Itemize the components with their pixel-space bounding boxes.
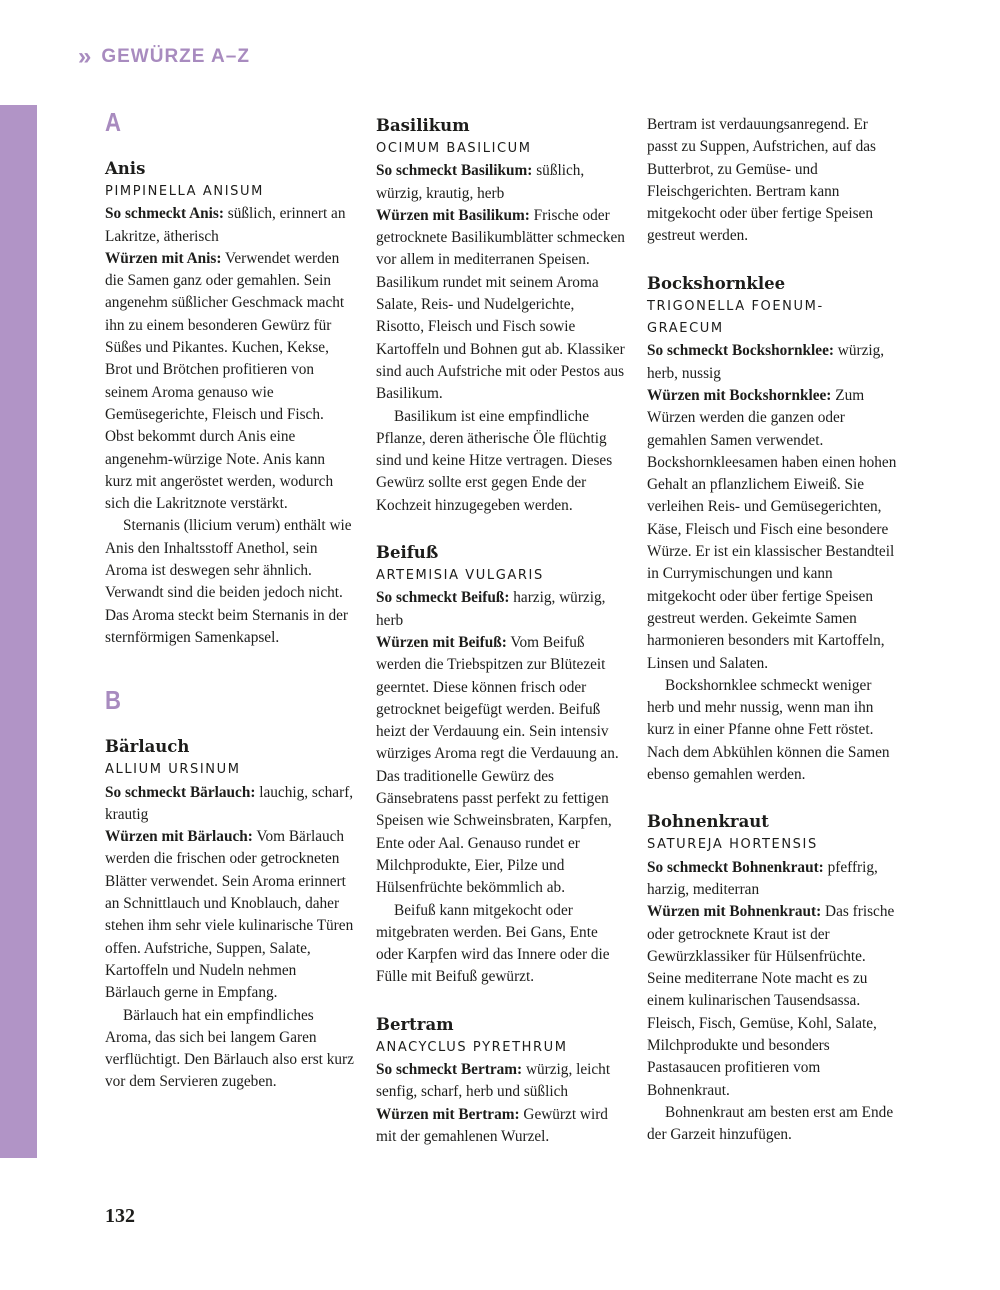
taste-text: würzig, leicht senfig, scharf, herb und süßlich	[376, 1060, 611, 1101]
column-1	[105, 105, 355, 1118]
use-text: Zum Würzen werden die ganzen oder gemahlen Samen verwendet. Bockshornkleesamen haben einen hohen Gehalt an pflanzlichem Eiweiß. Sie verleihen Reis- und Gemüsegerichten, Käse, Fleisch und Fisch eine besondere Würze. Er ist ein klassischer Bestandteil in Currymischungen und kann mitgekocht oder über fertige Speisen gestreut werden. Gekeimte Samen harmonieren besonders mit Kartoffeln, Linsen und Salaten.	[647, 386, 897, 672]
use-label: Würzen mit Bockshornklee:	[647, 386, 832, 404]
taste-label: So schmeckt Beifuß:	[376, 589, 510, 607]
use-line	[376, 205, 626, 406]
chevron-icon: »	[78, 43, 90, 70]
use-line	[647, 385, 897, 675]
letter-heading-b: B	[105, 685, 121, 716]
use-line	[376, 1104, 626, 1149]
taste-label: So schmeckt Anis:	[105, 205, 224, 223]
entry-beifuss	[376, 541, 626, 989]
column-2	[376, 114, 626, 1172]
entry-title: Bockshornklee	[647, 273, 786, 293]
taste-label: So schmeckt Bertram:	[376, 1060, 523, 1078]
page-number: 132	[105, 1205, 135, 1227]
latin-name: TRIGONELLA FOENUM-GRAECUM	[647, 298, 824, 337]
paragraph: Sternanis (llicium verum) enthält wie Anis den Inhaltsstoff Anethol, sein Aroma ist deswegen sehr ähnlich. Verwandt sind die beiden jedoch nicht. Das Aroma steckt beim Sternanis in der sternförmigen Samenkapsel.	[105, 517, 352, 646]
use-text: Verwendet werden die Samen ganz oder gemahlen. Sein angenehm süßlicher Geschmack macht ihn zu einem besonderen Gewürz für Süßes und Pikantes. Kuchen, Kekse, Brot und Brötchen profitieren von seinem Aroma genauso wie Gemüsegerichte, Fleisch und Fisch. Obst bekommt durch Anis eine angenehm-würzige Note. Anis kann kurz mit angeröstet werden, wodurch sich die Lakritznote verstärkt.	[105, 249, 345, 513]
taste-label: So schmeckt Bohnenkraut:	[647, 858, 824, 876]
latin-name: PIMPINELLA ANISUM	[105, 184, 264, 199]
latin-name: ANACYCLUS PYRETHRUM	[376, 1039, 568, 1055]
use-label: Würzen mit Basilikum:	[376, 206, 530, 224]
taste-line	[376, 1059, 626, 1104]
paragraph: Bockshornklee schmeckt weniger herb und mehr nussig, wenn man ihn kurz in einer Pfanne ohne Fett röstet. Nach dem Abkühlen können die Samen ebenso gemahlen werden.	[647, 676, 890, 784]
entry-basilikum	[376, 114, 626, 517]
taste-text: pfeffrig, harzig, mediterran	[647, 858, 878, 898]
use-line	[376, 632, 626, 900]
latin-name: ALLIUM URSINUM	[105, 762, 241, 778]
entry-anis	[105, 157, 355, 649]
taste-text: würzig, herb, nussig	[647, 342, 885, 382]
use-text: Vom Beifuß werden die Triebspitzen zur Blütezeit geerntet. Diese können frisch oder getrocknet beigefügt werden. Beifuß heizt der Verdauung ein. Sein intensiv würziges Aroma regt die Verdauung an. Das traditionelle Gewürz des Gänsebratens passt perfekt zu fettigen Speisen wie Schweinsbraten, Karpfen, Ente oder Aal. Genauso rundet er Milchprodukte, Eier, Pilze und Hülsenfrüchte bekömmlich ab.	[376, 633, 619, 897]
taste-text: harzig, würzig, herb	[376, 589, 606, 629]
entry-title: Beifuß	[376, 543, 439, 563]
taste-label: So schmeckt Basilikum:	[376, 162, 533, 180]
taste-text: lauchig, scharf, krautig	[105, 783, 354, 823]
entry-title: Basilikum	[376, 116, 470, 135]
column-3	[647, 114, 897, 1170]
letter-heading-a: A	[105, 107, 121, 137]
page-header	[78, 42, 250, 72]
use-line	[647, 901, 897, 1102]
entry-title: Anis	[105, 159, 146, 178]
use-text: Frische oder getrocknete Basilikumblätter schmecken vor allem in mediterranen Speisen. Basilikum rundet mit seinem Aroma Salate, Reis- und Nudelgerichte, Risotto, Fleisch und Fisch sowie Kartoffeln und Bohnen gut ab. Klassiker sind auch Aufstriche mit oder Pestos aus Basilikum.	[376, 206, 625, 403]
entry-title: Bohnenkraut	[647, 812, 769, 832]
paragraph: Bertram ist verdauungsanregend. Er passt zu Suppen, Aufstrichen, auf das Butterbrot, zu Gemüse- und Fleischgerichten. Bertram kann mitgekocht oder über fertige Speisen gestreut werden.	[647, 116, 876, 245]
entry-baerlauch	[105, 735, 355, 1093]
taste-line	[376, 160, 626, 205]
taste-line	[105, 203, 355, 248]
use-label: Würzen mit Anis:	[105, 249, 222, 267]
use-text: Vom Bärlauch werden die frischen oder getrockneten Blätter verwendet. Sein Aroma erinnert an Schnittlauch und Knoblauch, daher stehen ihm sehr viele kulinarische Türen offen. Aufstriche, Suppen, Salate, Kartoffeln und Nudeln nehmen Bärlauch gerne in Empfang.	[105, 828, 354, 1002]
taste-line	[647, 340, 897, 385]
latin-name: SATUREJA HORTENSIS	[647, 837, 818, 853]
use-label: Würzen mit Bertram:	[376, 1105, 520, 1123]
entry-bertram	[376, 1013, 626, 1148]
use-text: Gewürzt wird mit der gemahlenen Wurzel.	[376, 1105, 608, 1145]
entry-bockshornklee	[647, 272, 897, 787]
latin-name: OCIMUM BASILICUM	[376, 141, 532, 156]
taste-line	[647, 857, 897, 902]
use-label: Würzen mit Bärlauch:	[105, 828, 253, 846]
entry-bertram-continued	[647, 114, 897, 248]
taste-text: süßlich, erinnert an Lakritze, ätherisch	[105, 205, 346, 245]
taste-text: süßlich, würzig, krautig, herb	[376, 162, 585, 202]
use-line	[105, 826, 355, 1004]
entry-title: Bertram	[376, 1014, 454, 1034]
paragraph: Basilikum ist eine empfindliche Pflanze, deren ätherische Öle flüchtig sind und keine Hitze vertragen. Dieses Gewürz sollte erst gegen Ende der Kochzeit hinzugegeben werden.	[376, 407, 613, 514]
use-line	[105, 248, 355, 516]
taste-label: So schmeckt Bockshornklee:	[647, 342, 834, 360]
taste-line	[376, 587, 626, 632]
paragraph: Beifuß kann mitgekocht oder mitgebraten werden. Bei Gans, Ente oder Karpfen wird das Innere oder die Fülle mit Beifuß gewürzt.	[376, 901, 610, 986]
entry-title: Bärlauch	[105, 737, 190, 757]
sidebar-color-bar	[0, 105, 37, 1158]
taste-line	[105, 782, 355, 827]
use-label: Würzen mit Beifuß:	[376, 633, 507, 651]
paragraph: Bärlauch hat ein empfindliches Aroma, das sich bei langem Garen verflüchtigt. Den Bärlauch also erst kurz vor dem Servieren zugeben.	[105, 1006, 354, 1091]
entry-bohnenkraut	[647, 810, 897, 1146]
latin-name: ARTEMISIA VULGARIS	[376, 568, 544, 584]
use-text: Das frische oder getrocknete Kraut ist der Gewürzklassiker für Hülsenfrüchte. Seine mediterrane Note macht es zu einem kulinarischen Tausendsassa. Fleisch, Fisch, Gemüse, Kohl, Salate, Milchprodukte und besonders Pastasaucen profitieren vom Bohnenkraut.	[647, 903, 895, 1099]
paragraph: Bohnenkraut am besten erst am Ende der Garzeit hinzufügen.	[647, 1103, 894, 1144]
section-title: GEWÜRZE A–Z	[101, 46, 250, 67]
taste-label: So schmeckt Bärlauch:	[105, 783, 256, 801]
use-label: Würzen mit Bohnenkraut:	[647, 903, 822, 921]
